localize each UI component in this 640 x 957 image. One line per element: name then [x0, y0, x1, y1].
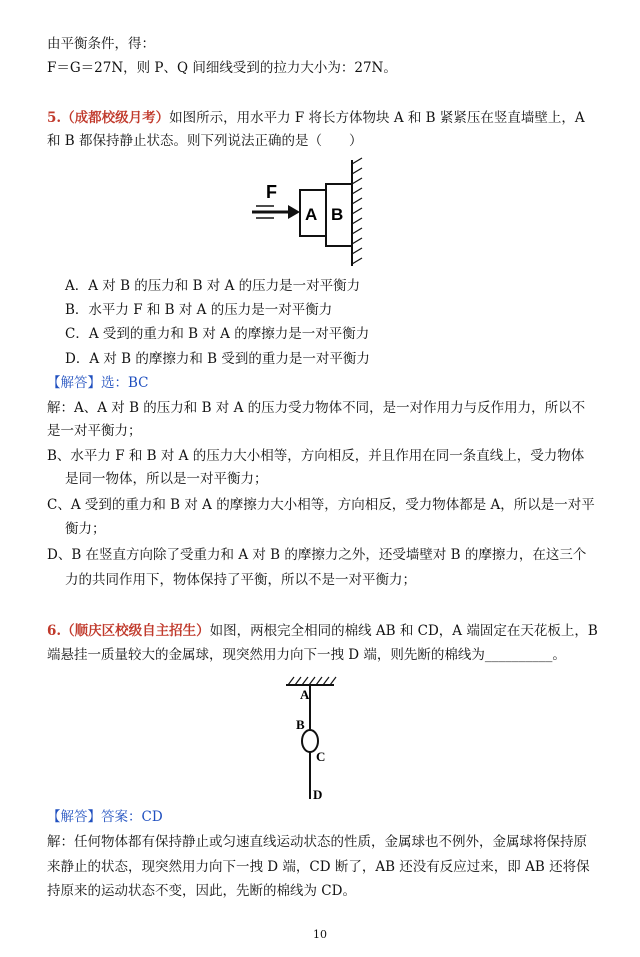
q6-exp-line: 来静止的状态，现突然用力向下一拽 D 端，CD 断了，AB 还没有反应过来，即 AB 还将保	[47, 859, 590, 875]
q5-exp-line: 衡力；	[65, 521, 106, 537]
q5-exp-line: D、B 在竖直方向除了受重力和 A 对 B 的摩擦力之外，还受墙壁对 B 的摩擦力，在这三个	[47, 547, 587, 563]
q6-stem-cont: 端悬挂一质量较大的金属球，现突然用力向下一拽 D 端，则先断的棉线为__________。	[47, 647, 566, 663]
figure-label-b: B	[296, 717, 305, 732]
q5-stem	[47, 108, 610, 128]
q5-option-d: D．A 对 B 的摩擦力和 B 受到的重力是一对平衡力	[65, 351, 370, 367]
q5-exp-line: 解：A、A 对 B 的压力和 B 对 A 的压力受力物体不同，是一对作用力与反作用力，所以不	[47, 400, 586, 416]
figure-label-d: D	[313, 787, 323, 802]
figure-label-b: B	[331, 205, 344, 224]
q6-stem-text: 如图，两根完全相同的棉线 AB 和 CD，A 端固定在天花板上，B	[209, 623, 598, 639]
q5-source: 5.（成都校级月考）	[47, 110, 170, 126]
q5-exp-line: 是同一物体，所以是一对平衡力；	[65, 471, 268, 487]
q6-figure	[280, 673, 360, 805]
q5-stem-cont: 和 B 都保持静止状态。则下列说法正确的是（ ）	[47, 133, 363, 149]
q5-exp-line: C、A 受到的重力和 B 对 A 的摩擦力大小相等，方向相反，受力物体都是 A，所以是一对平	[47, 497, 595, 513]
q5-exp-line: 是一对平衡力；	[47, 423, 142, 439]
q6-source: 6.（顺庆区校级自主招生）	[47, 623, 210, 639]
q5-option-b: B．水平力 F 和 B 对 A 的压力是一对平衡力	[65, 302, 333, 318]
text-line: 由平衡条件，得：	[47, 36, 155, 52]
page-number: 10	[313, 928, 327, 941]
q6-exp-line: 解：任何物体都有保持静止或匀速直线运动状态的性质，金属球也不例外，金属球将保持原	[47, 834, 587, 850]
q5-stem-text: 如图所示，用水平力 F 将长方体物块 A 和 B 紧紧压在竖直墙壁上，A	[169, 110, 585, 126]
q5-figure	[250, 158, 380, 270]
q6-exp-line: 持原来的运动状态不变，因此，先断的棉线为 CD。	[47, 883, 356, 899]
q5-exp-line: 力的共同作用下，物体保持了平衡，所以不是一对平衡力；	[65, 572, 416, 588]
figure-label-a: A	[300, 687, 310, 702]
q6-stem	[47, 621, 610, 641]
q5-answer: 【解答】选：BC	[47, 375, 149, 391]
figure-label-a: A	[305, 205, 318, 224]
q5-option-c: C．A 受到的重力和 B 对 A 的摩擦力是一对平衡力	[65, 326, 370, 342]
q5-exp-line: B、水平力 F 和 B 对 A 的压力大小相等，方向相反，并且作用在同一条直线上，受力物体	[47, 448, 585, 464]
figure-label-f: F	[266, 182, 277, 202]
figure-label-c: C	[316, 749, 326, 764]
text-line: F＝G＝27N，则 P、Q 间细线受到的拉力大小为：27N。	[47, 60, 397, 76]
q6-answer: 【解答】答案：CD	[47, 809, 163, 825]
q5-option-a: A．A 对 B 的压力和 B 对 A 的压力是一对平衡力	[65, 278, 361, 294]
